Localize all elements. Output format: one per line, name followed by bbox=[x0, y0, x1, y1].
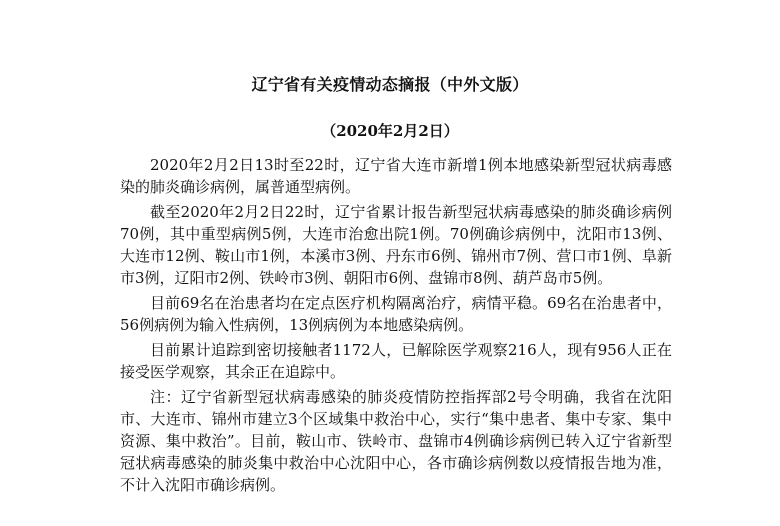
paragraph-patients-in-treatment: 目前69名在治患者均在定点医疗机构隔离治疗，病情平稳。69名在治患者中，56例病例为输入性病例，13例病例为本地感染病例。 bbox=[120, 294, 672, 334]
document-date: （2020年2月2日） bbox=[321, 122, 459, 140]
document-title: 辽宁省有关疫情动态摘报（中外文版） bbox=[251, 75, 529, 94]
document-body bbox=[120, 154, 672, 499]
paragraph-close-contacts: 目前累计追踪到密切接触者1172人，已解除医学观察216人，现有956人正在接受医学观察，其余正在追踪中。 bbox=[120, 341, 672, 381]
paragraph-cumulative-cases: 截至2020年2月2日22时，辽宁省累计报告新型冠状病毒感染的肺炎确诊病例70例，其中重型病例5例，大连市治愈出院1例。70例确诊病例中，沈阳市13例、大连市12例、鞍山市1例，本溪市3例、丹东市6例、锦州市7例、营口市1例、阜新市3例，辽阳市2例、铁岭市3例、朝阳市6例、盘锦市8例、葫芦岛市5例。 bbox=[120, 203, 672, 287]
paragraph-note: 注：辽宁省新型冠状病毒感染的肺炎疫情防控指挥部2号令明确，我省在沈阳市、大连市、锦州市建立3个区域集中救治中心，实行“集中患者、集中专家、集中资源、集中救治”。目前，鞍山市、铁岭市、盘锦市4例确诊病例已转入辽宁省新型冠状病毒感染的肺炎集中救治中心沈阳中心，各市确诊病例数以疫情报告地为准，不计入沈阳市确诊病例。 bbox=[120, 388, 672, 494]
paragraph-new-case: 2020年2月2日13时至22时，辽宁省大连市新增1例本地感染新型冠状病毒感染的肺炎确诊病例，属普通型病例。 bbox=[120, 156, 672, 196]
